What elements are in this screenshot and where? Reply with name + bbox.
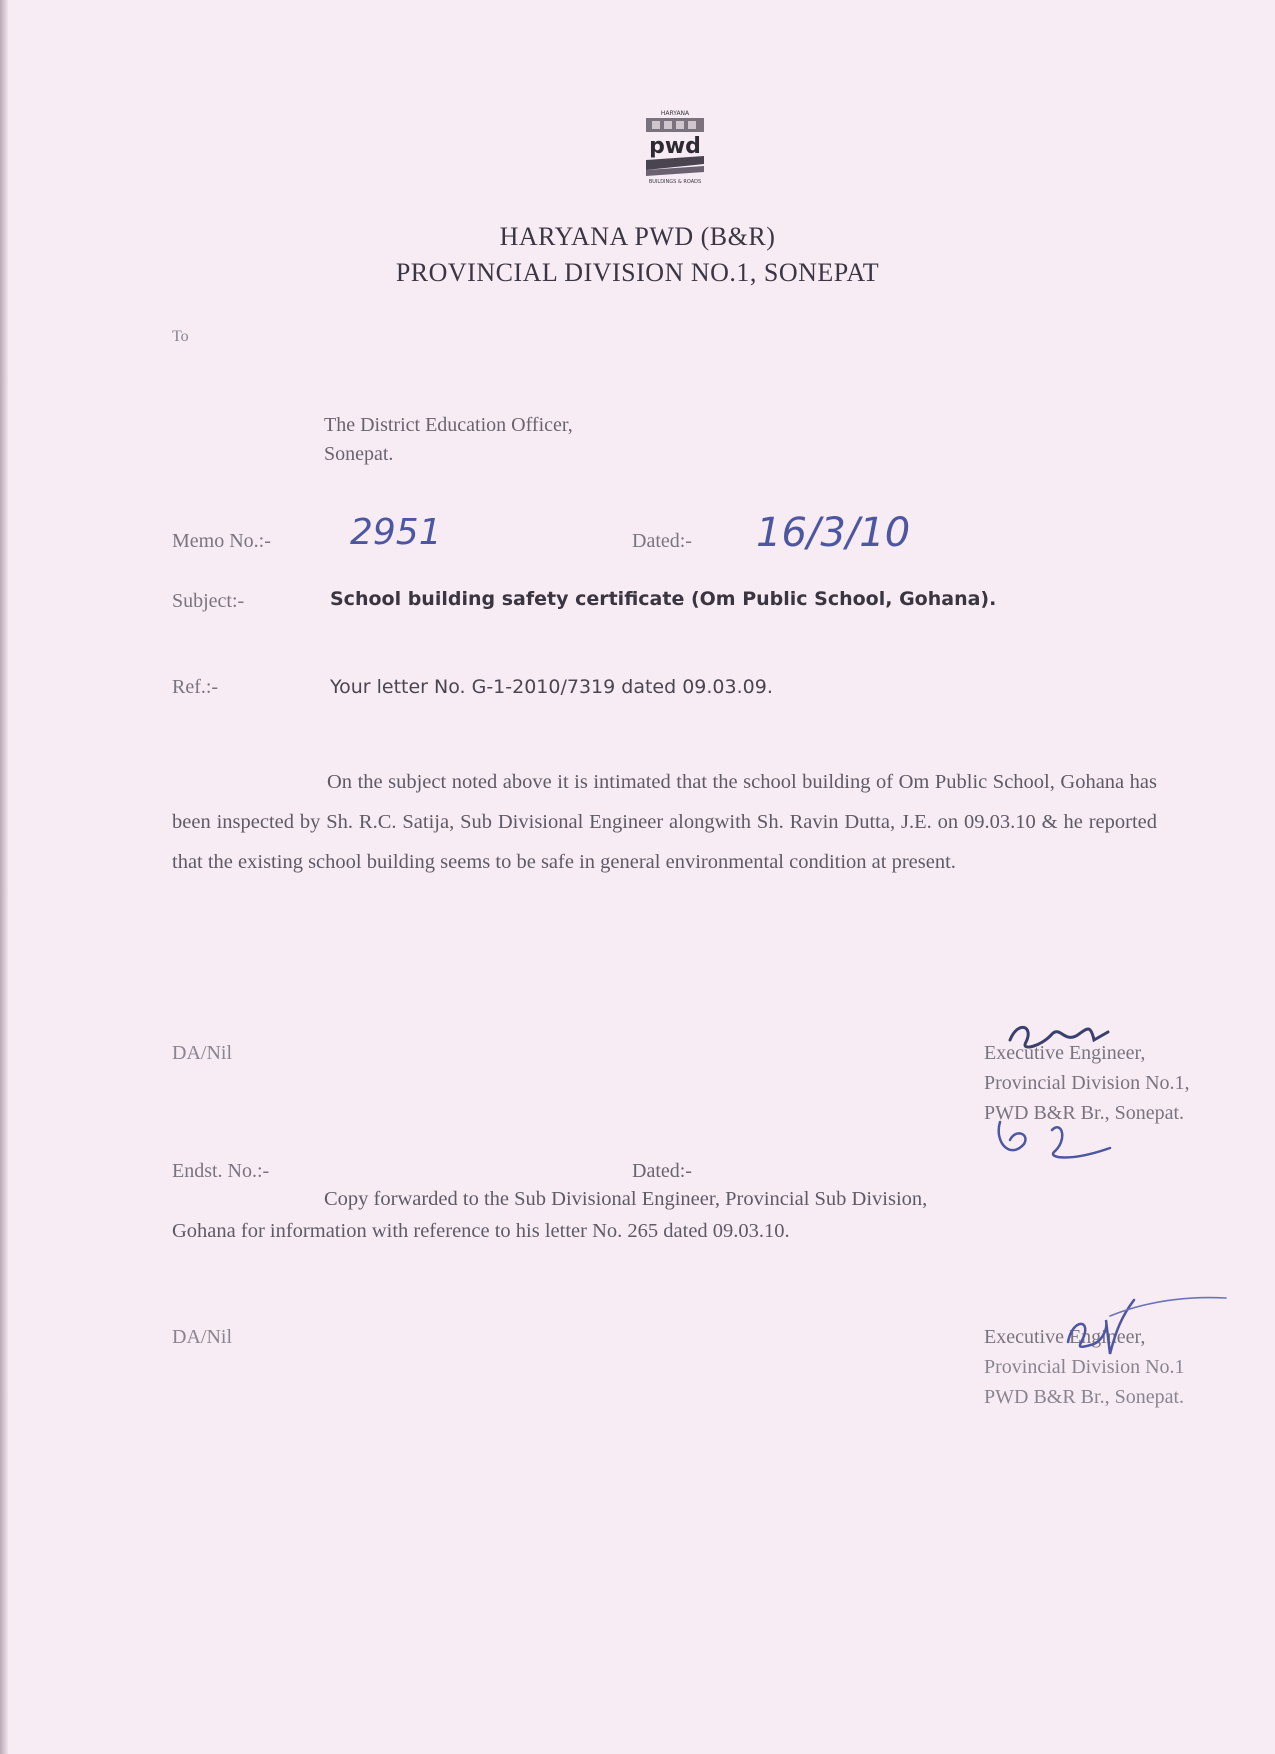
signatory-title-2: Executive Engineer,: [984, 1326, 1146, 1348]
svg-text:BUILDINGS & ROADS: BUILDINGS & ROADS: [648, 179, 702, 184]
endorsement-dated-label: Dated:-: [632, 1160, 692, 1182]
da-nil-1: DA/Nil: [172, 1042, 232, 1064]
da-nil-2: DA/Nil: [172, 1326, 232, 1348]
addressee-line-2: Sonepat.: [324, 443, 394, 465]
svg-text:pwd: pwd: [649, 134, 701, 159]
memo-label: Memo No.:-: [172, 530, 271, 552]
signatory-office-1: PWD B&R Br., Sonepat.: [984, 1102, 1185, 1124]
ref-text: Your letter No. G-1-2010/7319 dated 09.03.09.: [330, 676, 773, 698]
ref-label: Ref.:-: [172, 676, 219, 698]
addressee-line-1: The District Education Officer,: [324, 414, 573, 436]
signature-2: [1050, 1290, 1230, 1370]
endorsement-line-2: Gohana for information with reference to his letter No. 265 dated 09.03.10.: [172, 1220, 790, 1242]
dated-label: Dated:-: [632, 530, 692, 552]
letter-body: On the subject noted above it is intimated that the school building of Om Public School, Gohana has been inspected by Sh. R.C. Satija, Sub Divisional Engineer alongwith Sh. Ravin Dutta, J.E. on 09.03.10 & he reported that the existing school building seems to be safe in general environmental condition at present.: [172, 771, 1157, 873]
office-division: PROVINCIAL DIVISION NO.1, SONEPAT: [395, 258, 880, 287]
memo-number-handwritten: 2951: [350, 512, 442, 553]
office-title: HARYANA PWD (B&R): [499, 222, 776, 251]
signature-1: [990, 1012, 1190, 1182]
signatory-title-1: Executive Engineer,: [984, 1042, 1146, 1064]
signatory-office-2: PWD B&R Br., Sonepat.: [984, 1386, 1185, 1408]
svg-text:HARYANA: HARYANA: [660, 110, 690, 117]
dated-handwritten: 16/3/10: [756, 510, 911, 556]
endorsement-line-1: Copy forwarded to the Sub Divisional Engineer, Provincial Sub Division,: [324, 1188, 928, 1210]
endorsement-label: Endst. No.:-: [172, 1160, 270, 1182]
pwd-logo: [638, 108, 712, 184]
to-label: To: [172, 328, 189, 345]
signatory-division-1: Provincial Division No.1,: [984, 1072, 1190, 1094]
subject-label: Subject:-: [172, 590, 245, 612]
subject-text: School building safety certificate (Om Public School, Gohana).: [330, 588, 997, 610]
signatory-division-2: Provincial Division No.1: [984, 1356, 1185, 1378]
